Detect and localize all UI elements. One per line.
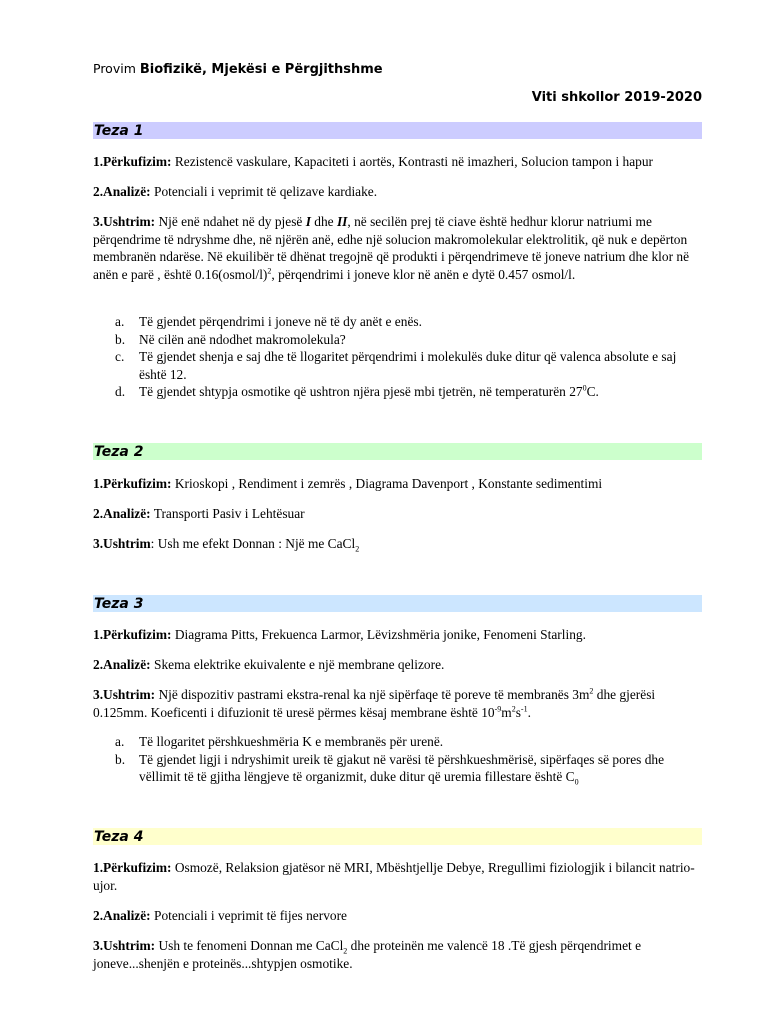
ushtrim-text-part: Ush te fenomeni Donnan me CaCl (155, 938, 344, 953)
ushtrim-text-part: m (501, 704, 512, 720)
teza-1-title: Teza 1 (94, 123, 144, 139)
perkufizim-text: Osmozë, Relaksion gjatësor në MRI, Mbështjellje Debye, Rregullimi fiziologjik i bilancit natrio-ujor. (93, 860, 695, 893)
teza-4-analize (93, 907, 702, 925)
analize-text: Potenciali i veprimit të fijes nervore (150, 908, 347, 923)
teza-1-analize (93, 183, 702, 201)
part-one-label: I (305, 214, 311, 229)
analize-text: Skema elektrike ekuivalente e një membrane qelizore. (150, 657, 445, 672)
subscript: 0 (574, 777, 579, 787)
teza-4-header (93, 828, 702, 845)
teza-2-title: Teza 2 (94, 444, 144, 460)
perkufizim-label: 1.Përkufizim: (93, 476, 172, 491)
list-item (93, 733, 702, 751)
superscript: 2 (589, 686, 594, 696)
list-marker: d. (115, 384, 126, 399)
perkufizim-label: 1.Përkufizim: (93, 154, 172, 169)
teza-1-subquestions (93, 313, 702, 401)
analize-text: Transporti Pasiv i Lehtësuar (150, 506, 305, 521)
list-item (93, 331, 702, 349)
ushtrim-text-part: . (527, 704, 531, 720)
list-marker: b. (115, 751, 126, 767)
header-title: Biofizikë, Mjekësi e Përgjithshme (139, 62, 383, 77)
exam-header (93, 60, 702, 78)
list-item (93, 383, 702, 401)
ushtrim-label: 3.Ushtrim: (93, 938, 156, 953)
analize-text: Potenciali i veprimit të qelizave kardiake. (150, 184, 378, 199)
perkufizim-label: 1.Përkufizim: (93, 860, 172, 875)
teza-3-ushtrim (93, 686, 702, 721)
analize-label: 2.Analizë: (93, 506, 151, 521)
superscript: 0 (582, 383, 587, 393)
analize-label: 2.Analizë: (93, 657, 151, 672)
teza-3-perkufizim (93, 626, 702, 644)
ushtrim-text-part: Një enë ndahet në dy pjesë (155, 214, 306, 229)
list-marker: a. (115, 734, 125, 749)
ushtrim-label: 3.Ushtrim (93, 536, 151, 551)
superscript: 2 (511, 704, 516, 714)
superscript: -1 (520, 704, 528, 714)
ushtrim-text-part: dhe proteinën me valencë 18 .Të gjesh përqendrimet e joneve...shenjën e proteinës...shtypjen osmotike. (93, 938, 642, 971)
teza-3-subquestions (93, 733, 702, 786)
list-marker: a. (115, 314, 125, 329)
list-item (93, 313, 702, 331)
subscript: 2 (355, 544, 360, 554)
list-item-text: C. (586, 384, 599, 399)
teza-3-analize (93, 656, 702, 674)
list-item-text: Të llogaritet përshkueshmëria K e membranës për urenë. (139, 734, 444, 749)
perkufizim-text: Diagrama Pitts, Frekuenca Larmor, Lëvizshmëria jonike, Fenomeni Starling. (171, 627, 586, 642)
analize-label: 2.Analizë: (93, 184, 151, 199)
superscript: 2 (267, 266, 272, 276)
subscript: 2 (343, 946, 348, 956)
list-item-text: Të gjendet përqendrimi i joneve në të dy anët e enës. (139, 314, 422, 329)
list-item (93, 751, 702, 786)
header-prefix: Provim (93, 61, 136, 76)
ushtrim-label: 3.Ushtrim: (93, 687, 156, 702)
teza-2-perkufizim (93, 475, 702, 493)
ushtrim-label: 3.Ushtrim: (93, 214, 156, 229)
perkufizim-text: Krioskopi , Rendiment i zemrës , Diagrama Davenport , Konstante sedimentimi (171, 476, 603, 491)
list-item (93, 348, 702, 383)
ushtrim-text-part: s (515, 704, 521, 720)
superscript: -9 (494, 704, 502, 714)
teza-3-header (93, 595, 702, 612)
teza-4-perkufizim (93, 859, 702, 894)
teza-2-header (93, 443, 702, 460)
perkufizim-text: Rezistencë vaskulare, Kapaciteti i aortës, Kontrasti në imazheri, Solucion tampon i hapur (171, 154, 654, 169)
list-marker: c. (115, 349, 125, 364)
ushtrim-text-part: dhe gjerësi 0.125mm. Koeficenti i difuzionit të uresë përmes kësaj membrane është 10 (93, 687, 656, 720)
teza-4-ushtrim (93, 937, 702, 972)
teza-1-perkufizim (93, 153, 702, 171)
teza-1-header (93, 122, 702, 139)
school-year: Viti shkollor 2019-2020 (531, 90, 702, 105)
list-item-text: Në cilën anë ndodhet makromolekula? (139, 331, 346, 347)
ushtrim-text-part: Një dispozitiv pastrami ekstra-renal ka një sipërfaqe të poreve të membranës 3m (155, 687, 590, 702)
ushtrim-text-part: dhe (310, 214, 337, 229)
perkufizim-label: 1.Përkufizim: (93, 627, 172, 642)
ushtrim-text-part: , në secilën prej të ciave është hedhur klorur natriumi me përqendrime të ndryshme dhe, në njërën anë, edhe një solucion makromolekular elektrolitik, që nuk e depërton membranën ndarëse. Në ekuilibër të dhënat tregojnë që produkti i përqendrimeve të joneve natrium dhe klor në anën e parë , është 0.16(osmol/l) (93, 214, 690, 282)
teza-2-analize (93, 505, 702, 523)
list-item-text: Të gjendet shenja e saj dhe të llogaritet përqendrimi i molekulës duke ditur që valenca absolute e saj është 12. (139, 349, 677, 382)
list-item-text: Të gjendet ligji i ndryshimit ureik të gjakut në varësi të përshkueshmërisë, sipërfaqes së pores dhe vëllimit të të gjitha lëngjeve të organizmit, duke ditur që uremia fillestare është C (139, 751, 665, 784)
ushtrim-text: : Ush me efekt Donnan : Një me CaCl (150, 536, 356, 551)
teza-1-ushtrim (93, 213, 702, 283)
teza-3-title: Teza 3 (94, 596, 144, 612)
ushtrim-text-part: , përqendrimi i joneve klor në anën e dytë 0.457 osmol/l. (271, 266, 576, 282)
teza-4-title: Teza 4 (94, 829, 144, 845)
part-two-label: II (336, 214, 348, 229)
analize-label: 2.Analizë: (93, 908, 151, 923)
teza-2-ushtrim (93, 535, 702, 553)
list-item-text: Të gjendet shtypja osmotike që ushtron njëra pjesë mbi tjetrën, në temperaturën 27 (139, 384, 583, 399)
list-marker: b. (115, 331, 126, 347)
